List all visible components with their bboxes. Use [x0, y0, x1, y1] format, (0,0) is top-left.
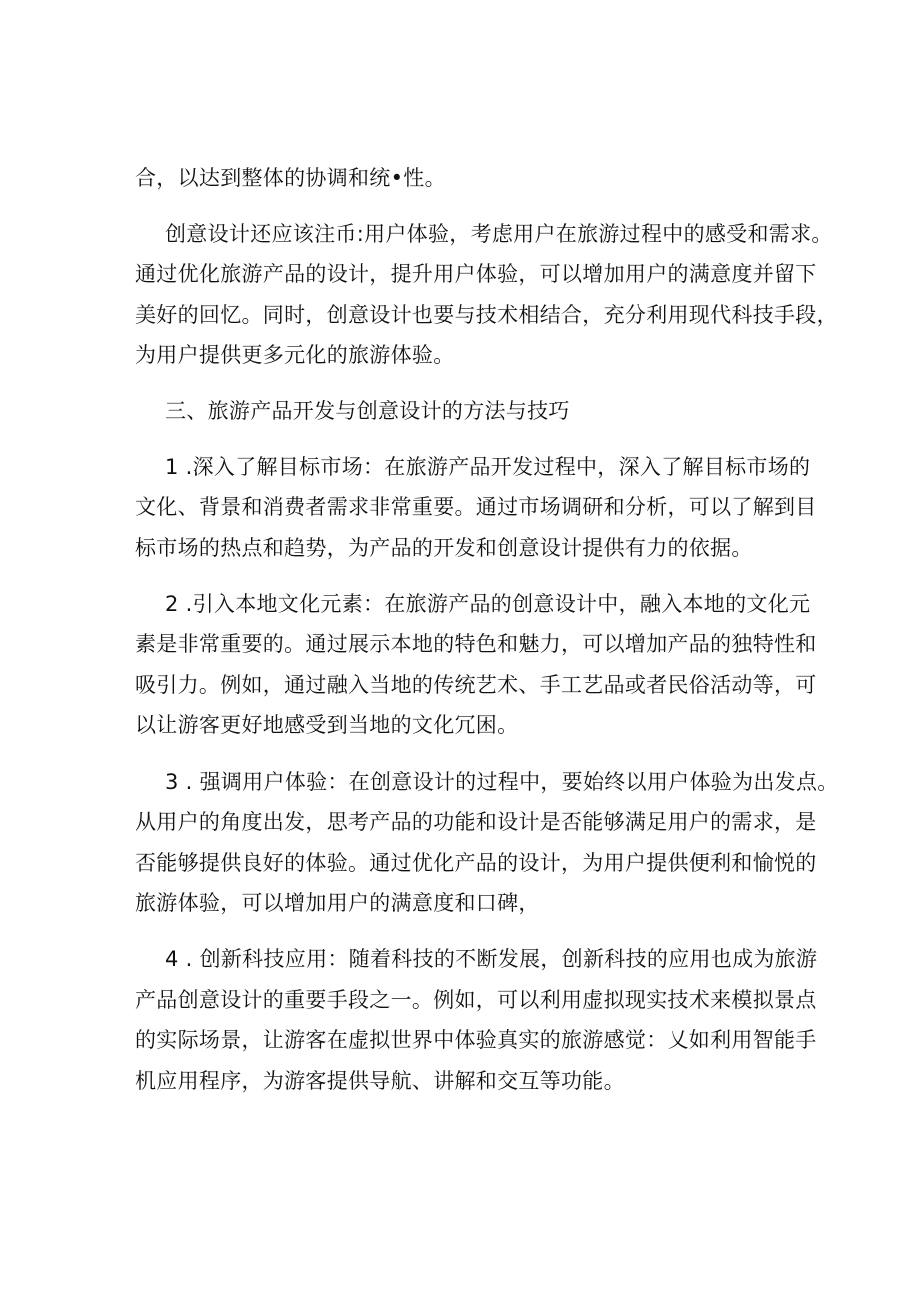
- paragraph-line: 合，以达到整体的协调和统•性。: [135, 166, 446, 190]
- list-item-line: 4 . 创新科技应用：随着科技的不断发展，创新科技的应用也成为旅游: [165, 947, 818, 971]
- section-heading: 三、旅游产品开发与创意设计的方法与技巧: [165, 399, 570, 423]
- list-item-line: 1 .深入了解目标市场：在旅游产品开发过程中，深入了解目标市场的: [165, 455, 811, 479]
- list-item-line: 的实际场景，让游客在虚拟世界中体验真实的旅游感觉：乂如利用智能手: [135, 1028, 817, 1052]
- list-item-line: 旅游体验，可以增加用户的满意度和口碑，: [135, 891, 540, 915]
- paragraph-line: 为用户提供更多元化的旅游体验。: [135, 343, 455, 367]
- list-item-line: 机应用程序，为游客提供导航、讲解和交互等功能。: [135, 1069, 625, 1093]
- list-item-line: 吸引力。例如，通过融入当地的传统艺术、手工艺品或者民俗活动等，可: [135, 673, 817, 697]
- list-item-line: 产品创意设计的重要手段之一。例如，可以利用虚拟现实技术来模拟景点: [135, 988, 817, 1012]
- list-item-line: 以让游客更好地感受到当地的文化冗困。: [135, 713, 519, 737]
- list-item-line: 否能够提供良好的体验。通过优化产品的设计，为用户提供便利和愉悦的: [135, 851, 817, 875]
- list-item-line: 文化、背景和消费者需求非常重要。通过市场调研和分析，可以了解到目: [135, 495, 817, 519]
- list-item-line: 素是非常重要的。通过展示本地的特色和魅力，可以增加产品的独特性和: [135, 632, 817, 656]
- list-item-line: 标市场的热点和趋势，为产品的开发和创意设计提供有力的依据。: [135, 536, 753, 560]
- paragraph-line: 美好的回忆。同时，创意设计也要与技术相结合，充分利用现代科技手段，: [135, 303, 838, 327]
- list-item-line: 2 .引入本地文化元素：在旅游产品的创意设计中，融入本地的文化元: [165, 592, 811, 616]
- paragraph-line: 通过优化旅游产品的设计，提升用户体验，可以增加用户的满意度并留下: [135, 262, 817, 286]
- paragraph-line: 创意设计还应该注币:用户体验，考虑用户在旅游过程中的感受和需求。: [165, 222, 833, 246]
- list-item-line: 从用户的角度出发，思考产品的功能和设计是否能够满足用户的需求，是: [135, 810, 817, 834]
- list-item-line: 3 . 强调用户体验：在创意设计的过程中，要始终以用户体验为出发点。: [165, 770, 839, 794]
